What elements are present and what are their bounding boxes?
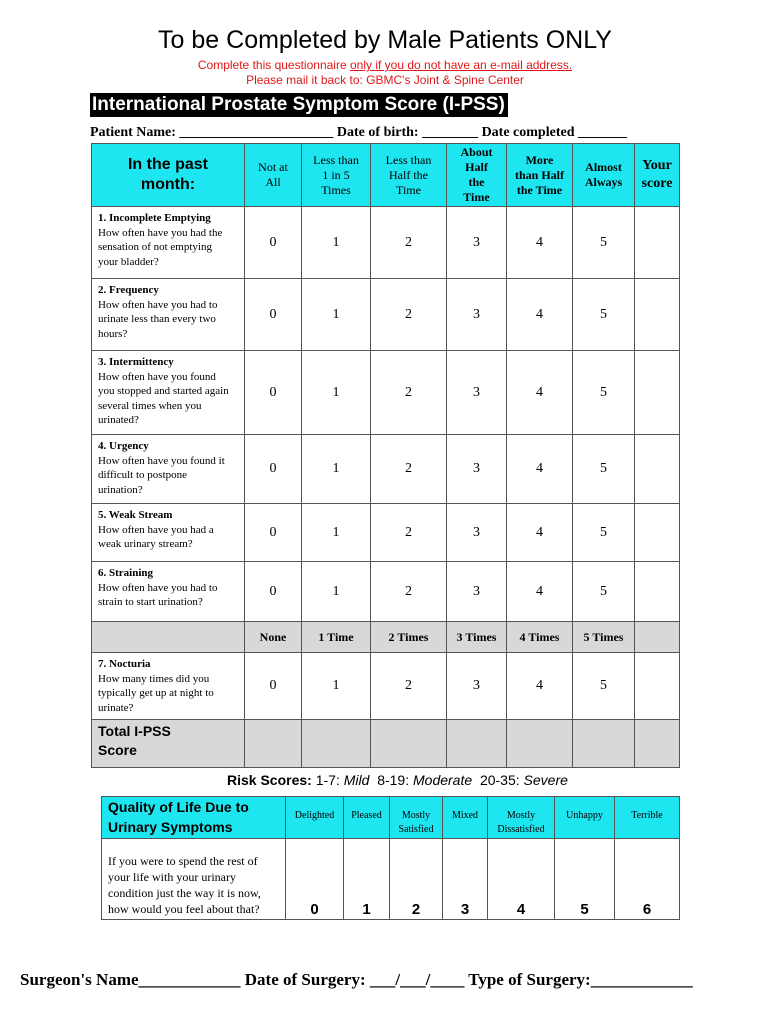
option-1[interactable]: 1 (302, 562, 371, 622)
score-input[interactable] (635, 435, 680, 504)
option-3[interactable]: 3 (447, 351, 507, 435)
qol-option-4[interactable]: 4 (488, 839, 555, 920)
score-input[interactable] (635, 351, 680, 435)
option-2[interactable]: 2 (371, 279, 447, 351)
question-row (92, 207, 680, 279)
total-score-input[interactable] (635, 720, 680, 768)
qol-header-mixed: Mixed (443, 797, 488, 839)
instruction-line (0, 58, 770, 72)
total-blank (302, 720, 371, 768)
header-about-half: About Half the Time (447, 144, 507, 207)
option-2[interactable]: 2 (371, 351, 447, 435)
option-0[interactable]: 0 (245, 351, 302, 435)
header-month-line2: month: (140, 176, 196, 193)
qol-option-6[interactable]: 6 (615, 839, 680, 920)
header-in-the-past-month (92, 144, 245, 207)
option-5[interactable]: 5 (573, 562, 635, 622)
qol-header-unhappy: Unhappy (555, 797, 615, 839)
nocturia-label-1: 1 Time (302, 622, 371, 653)
qol-question-row (102, 839, 680, 920)
option-5[interactable]: 5 (573, 351, 635, 435)
option-1[interactable]: 1 (302, 279, 371, 351)
score-input[interactable] (635, 562, 680, 622)
nocturia-label-4: 4 Times (507, 622, 573, 653)
option-2[interactable]: 2 (371, 435, 447, 504)
option-2[interactable]: 2 (371, 653, 447, 720)
qol-option-3[interactable]: 3 (443, 839, 488, 920)
option-1[interactable]: 1 (302, 504, 371, 562)
risk-label: Risk Scores: (227, 772, 312, 788)
option-5[interactable]: 5 (573, 504, 635, 562)
option-2[interactable]: 2 (371, 504, 447, 562)
option-5[interactable]: 5 (573, 435, 635, 504)
qol-option-2[interactable]: 2 (390, 839, 443, 920)
qol-header-pleased: Pleased (344, 797, 390, 839)
score-input[interactable] (635, 207, 680, 279)
option-3[interactable]: 3 (447, 207, 507, 279)
option-5[interactable]: 5 (573, 279, 635, 351)
nocturia-label-5: 5 Times (573, 622, 635, 653)
question-cell: 3. Intermittency How often have you found you stopped and started again several times when you urinated? (92, 351, 245, 435)
option-4[interactable]: 4 (507, 279, 573, 351)
total-blank (507, 720, 573, 768)
risk-mild: Mild (343, 772, 370, 788)
question-cell: 6. Straining How often have you had to strain to start urination? (92, 562, 245, 622)
nocturia-header-blank (92, 622, 245, 653)
question-row (92, 351, 680, 435)
instruction-emphasis: only if you do not have an e-mail address. (349, 58, 573, 72)
qol-option-0[interactable]: 0 (286, 839, 344, 920)
option-1[interactable]: 1 (302, 207, 371, 279)
option-4[interactable]: 4 (507, 435, 573, 504)
header-your-score: Your score (635, 144, 680, 207)
mail-instruction: Please mail it back to: GBMC's Joint & Spine Center (246, 73, 524, 87)
qol-header-delighted: Delighted (286, 797, 344, 839)
score-input[interactable] (635, 279, 680, 351)
option-0[interactable]: 0 (245, 653, 302, 720)
qol-title: Quality of Life Due to Urinary Symptoms (102, 797, 286, 839)
option-5[interactable]: 5 (573, 207, 635, 279)
risk-moderate: Moderate (413, 772, 473, 788)
qol-question: If you were to spend the rest of your life with your urinary condition just the way it is now, how would you feel about that? (102, 839, 286, 920)
patient-info-line[interactable]: Patient Name: ______________________ Date of birth: ________ Date completed _______ (90, 125, 627, 140)
qol-option-5[interactable]: 5 (555, 839, 615, 920)
nocturia-label-3: 3 Times (447, 622, 507, 653)
instruction-text: Complete this questionnaire (197, 58, 350, 72)
risk-scores (227, 772, 568, 788)
question-row (92, 653, 680, 720)
question-cell: 5. Weak Stream How often have you had a weak urinary stream? (92, 504, 245, 562)
risk-moderate-range: 8-19: (377, 772, 410, 788)
header-less-than-1-in-5: Less than 1 in 5 Times (302, 144, 371, 207)
total-row (92, 720, 680, 768)
option-3[interactable]: 3 (447, 653, 507, 720)
score-input[interactable] (635, 653, 680, 720)
option-0[interactable]: 0 (245, 207, 302, 279)
question-cell: 2. Frequency How often have you had to urinate less than every two hours? (92, 279, 245, 351)
question-cell: 7. Nocturia How many times did you typically get up at night to urinate? (92, 653, 245, 720)
table-header-row (92, 144, 680, 207)
total-ipss-label: Total I-PSS Score (92, 720, 245, 768)
option-1[interactable]: 1 (302, 435, 371, 504)
quality-of-life-table (101, 796, 680, 920)
option-0[interactable]: 0 (245, 279, 302, 351)
header-almost-always: Almost Always (573, 144, 635, 207)
qol-option-1[interactable]: 1 (344, 839, 390, 920)
option-4[interactable]: 4 (507, 653, 573, 720)
risk-severe: Severe (523, 772, 568, 788)
question-cell: 4. Urgency How often have you found it difficult to postpone urination? (92, 435, 245, 504)
nocturia-label-2: 2 Times (371, 622, 447, 653)
risk-severe-range: 20-35: (479, 772, 520, 788)
option-3[interactable]: 3 (447, 279, 507, 351)
option-0[interactable]: 0 (245, 435, 302, 504)
option-4[interactable]: 4 (507, 504, 573, 562)
header-month-line1: In the past (127, 156, 208, 173)
total-blank (447, 720, 507, 768)
header-less-than-half: Less than Half the Time (371, 144, 447, 207)
question-row (92, 504, 680, 562)
option-0[interactable]: 0 (245, 504, 302, 562)
nocturia-label-none: None (245, 622, 302, 653)
question-row (92, 279, 680, 351)
qol-header-mostly-satisfied: Mostly Satisfied (390, 797, 443, 839)
ipss-table (91, 143, 680, 768)
total-blank (573, 720, 635, 768)
question-row (92, 562, 680, 622)
score-input[interactable] (635, 504, 680, 562)
ipss-heading: International Prostate Symptom Score (I-PSS) (90, 93, 508, 117)
option-0[interactable]: 0 (245, 562, 302, 622)
qol-header-mostly-dissatisfied: Mostly Dissatisfied (488, 797, 555, 839)
header-not-at-all: Not at All (245, 144, 302, 207)
option-2[interactable]: 2 (371, 207, 447, 279)
question-row (92, 435, 680, 504)
option-4[interactable]: 4 (507, 351, 573, 435)
form-title: To be Completed by Male Patients ONLY (158, 26, 612, 54)
nocturia-header-score-blank (635, 622, 680, 653)
total-blank (245, 720, 302, 768)
qol-header-terrible: Terrible (615, 797, 680, 839)
option-4[interactable]: 4 (507, 207, 573, 279)
option-3[interactable]: 3 (447, 435, 507, 504)
option-3[interactable]: 3 (447, 504, 507, 562)
nocturia-header-row (92, 622, 680, 653)
option-4[interactable]: 4 (507, 562, 573, 622)
qol-header-row (102, 797, 680, 839)
question-cell: 1. Incomplete Emptying How often have you had the sensation of not emptying your bladder? (92, 207, 245, 279)
risk-mild-range: 1-7: (315, 772, 340, 788)
header-more-than-half: More than Half the Time (507, 144, 573, 207)
option-1[interactable]: 1 (302, 653, 371, 720)
option-3[interactable]: 3 (447, 562, 507, 622)
surgeon-info-line[interactable]: Surgeon's Name____________ Date of Surgery: ___/___/____ Type of Surgery:____________ (20, 970, 693, 989)
option-2[interactable]: 2 (371, 562, 447, 622)
option-5[interactable]: 5 (573, 653, 635, 720)
total-blank (371, 720, 447, 768)
option-1[interactable]: 1 (302, 351, 371, 435)
